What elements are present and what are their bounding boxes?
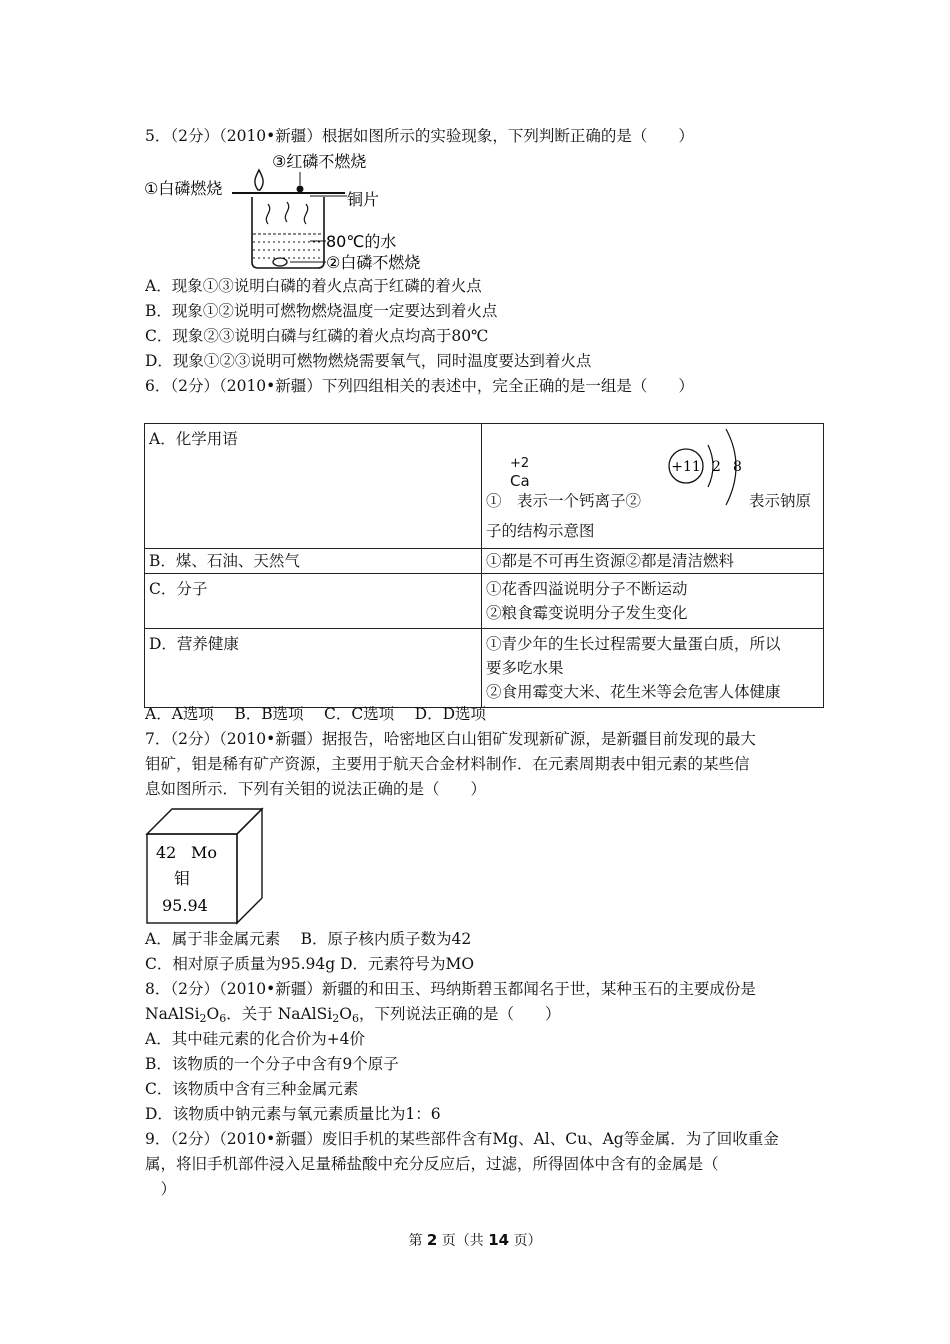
q9-line3: ）	[145, 1180, 177, 1198]
q6-a-right-line1b: 表示钠原	[748, 492, 811, 510]
q6-cell-a-left: A．化学用语	[145, 424, 482, 549]
q6-a-text	[486, 489, 819, 513]
q8-option-a: A．其中硅元素的化合价为+4价	[145, 1030, 366, 1048]
page-footer	[0, 1230, 950, 1250]
ca-charge: +2	[510, 456, 530, 471]
q6-c-right-line1: ①花香四溢说明分子不断运动	[486, 580, 688, 598]
q9-line1: 9．（2分）（2010•新疆）废旧手机的某些部件含有Mg、Al、Cu、Ag等金属．为了回收重金	[145, 1130, 779, 1148]
total-pages: 14	[488, 1231, 510, 1249]
q5-stem: 5．（2分）（2010•新疆）根据如图所示的实验现象，下列判断正确的是（ ）	[145, 127, 694, 145]
shell1-count: 2	[712, 459, 721, 475]
q8-option-d: D．该物质中钠元素与氧元素质量比为1：6	[145, 1105, 441, 1123]
formula-part: O	[339, 1005, 352, 1023]
element-symbol: Mo	[191, 843, 218, 862]
q5-label-underwater: ②白磷不燃烧	[326, 253, 421, 272]
q6-cell-a-right	[482, 424, 824, 549]
q8-line2	[145, 1004, 560, 1029]
q5-option-c: C．现象②③说明白磷与红磷的着火点均高于80℃	[145, 327, 489, 345]
table-row	[145, 549, 824, 574]
q6-cell-b-right: ①都是不可再生资源②都是清洁燃料	[482, 549, 824, 574]
q5-option-b: B．现象①②说明可燃物燃烧温度一定要达到着火点	[145, 302, 498, 320]
steam-line	[304, 204, 307, 224]
page-number: 2	[426, 1231, 438, 1249]
beaker	[252, 197, 324, 268]
q5-label-red-phosphorus: ③红磷不燃烧	[272, 152, 367, 171]
q8-option-c: C．该物质中含有三种金属元素	[145, 1080, 359, 1098]
formula-sub: 2	[199, 1012, 207, 1025]
q7-line3: 息如图所示．下列有关钼的说法正确的是（ ）	[145, 780, 487, 798]
q6-a-right-line2: 子的结构示意图	[486, 522, 595, 540]
formula-sub: 2	[332, 1012, 340, 1025]
element-name: 钼	[174, 869, 191, 888]
q6-stem: 6．（2分）（2010•新疆）下列四组相关的表述中，完全正确的是一组是（ ）	[145, 377, 694, 395]
molybdenum-element-card	[144, 806, 266, 926]
table-row	[145, 574, 824, 629]
q5-label-copper: 铜片	[347, 190, 380, 209]
atomic-mass: 95.94	[162, 896, 208, 915]
q6-a-right-line1: ① 表示一个钙离子②	[486, 492, 642, 510]
q6-cell-b-left: B．煤、石油、天然气	[145, 549, 482, 574]
q8-line1: 8．（2分）（2010•新疆）新疆的和田玉、玛纳斯碧玉都闻名于世，某种玉石的主要成份是	[145, 980, 756, 998]
q6-d-right-line1: ①青少年的生长过程需要大量蛋白质，所以	[486, 635, 781, 653]
steam-line	[266, 204, 269, 224]
q6-cell-d-left: D．营养健康	[145, 629, 482, 708]
q5-option-a: A．现象①③说明白磷的着火点高于红磷的着火点	[145, 277, 482, 295]
red-phosphorus-dot	[297, 186, 304, 193]
q8-tail: ，下列说法正确的是（ ）	[358, 1005, 561, 1023]
footer-mid: 页（共	[441, 1233, 484, 1249]
underwater-phosphorus	[273, 258, 287, 266]
formula-sub: 6	[351, 1012, 359, 1025]
formula-part: O	[206, 1005, 220, 1023]
nucleus-charge: +11	[671, 459, 701, 475]
footer-pre: 第	[408, 1233, 423, 1249]
formula-sub: 6	[219, 1012, 227, 1025]
q6-d-right-line3: ②食用霉变大米、花生米等会危害人体健康	[486, 683, 781, 701]
q6-table	[144, 423, 824, 708]
q6-cell-c-right	[482, 574, 824, 629]
q7-line1: 7．（2分）（2010•新疆）据报告，哈密地区白山钼矿发现新矿源，是新疆目前发现的最大	[145, 730, 756, 748]
q6-d-right-line2: 要多吃水果	[486, 659, 564, 677]
q6-options: A．A选项 B．B选项 C．C选项 D．D选项	[145, 705, 487, 723]
table-row	[145, 629, 824, 708]
q5-option-d: D．现象①②③说明可燃物燃烧需要氧气，同时温度要达到着火点	[145, 352, 592, 370]
q6-cell-d-right	[482, 629, 824, 708]
q6-c-right-line2: ②粮食霉变说明分子发生变化	[486, 604, 688, 622]
q5-label-water: 80℃的水	[326, 232, 397, 251]
q6-cell-c-left: C．分子	[145, 574, 482, 629]
formula-part: NaAlSi	[277, 1005, 333, 1023]
q5-label-white-phosphorus-burning: ①白磷燃烧	[144, 179, 223, 198]
steam-line	[285, 202, 288, 222]
q8-option-b: B．该物质的一个分子中含有9个原子	[145, 1055, 399, 1073]
q9-line2: 属，将旧手机部件浸入足量稀盐酸中充分反应后，过滤，所得固体中含有的金属是（	[145, 1155, 719, 1173]
q7-options-2: C．相对原子质量为95.94g D．元素符号为MO	[145, 955, 475, 973]
formula-part: NaAlSi	[145, 1005, 200, 1023]
atomic-number: 42	[156, 843, 177, 862]
table-row	[145, 424, 824, 549]
flame-icon	[255, 170, 263, 190]
q5-experiment-figure	[140, 150, 440, 275]
shell2-count: 8	[733, 459, 742, 475]
q7-line2: 钼矿，钼是稀有矿产资源，主要用于航天合金材料制作．在元素周期表中钼元素的某些信	[145, 755, 750, 773]
q8-mid: ．关于	[226, 1005, 278, 1023]
ca-symbol: Ca	[510, 472, 530, 490]
card-top	[147, 809, 262, 834]
q7-options-1: A．属于非金属元素 B．原子核内质子数为42	[145, 930, 472, 948]
card-side	[237, 809, 262, 923]
q6-symbols	[486, 427, 819, 489]
footer-post: 页）	[513, 1233, 542, 1249]
